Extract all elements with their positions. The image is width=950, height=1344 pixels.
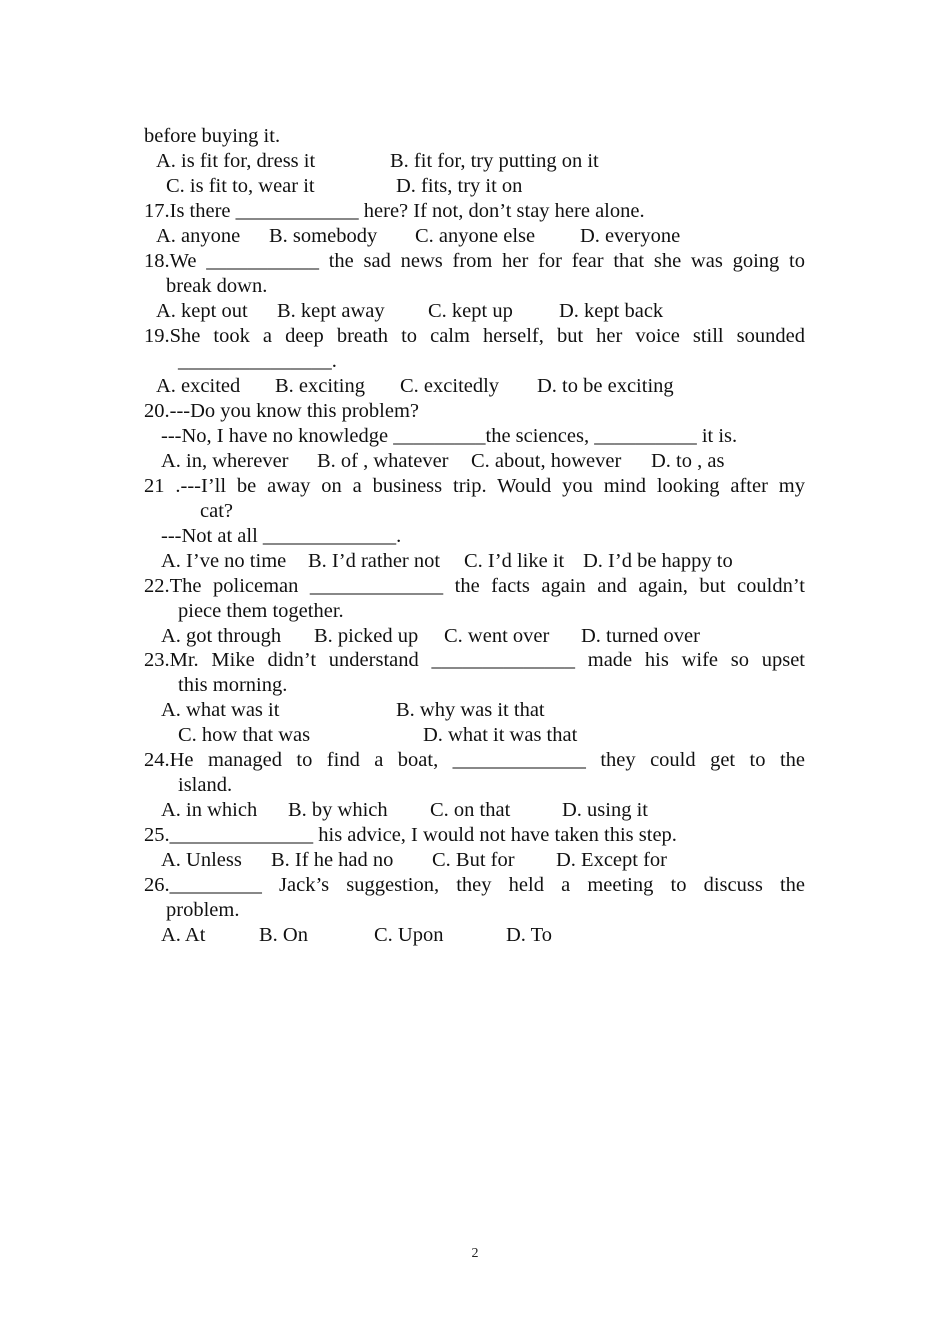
text-line: cat? [200,500,233,522]
question-20: 20.---Do you know this problem? [144,400,419,422]
option: A. Unless [161,849,242,871]
option: D. using it [562,799,648,821]
text-line: _______________. [178,350,337,372]
option: B. kept away [277,300,385,322]
option: B. On [259,924,308,946]
option: B. I’d rather not [308,550,441,572]
option: B. exciting [275,375,365,397]
option: C. kept up [428,300,513,322]
option: A. in which [161,799,258,821]
text-line: break down. [166,275,268,297]
option: C. how that was [178,724,311,746]
option: D. everyone [580,225,681,247]
option: D. I’d be happy to [583,550,733,572]
question-24: 24.He managed to find a boat, _____________ they could get to the [144,749,805,771]
question-25: 25.______________ his advice, I would not have taken this step. [144,824,677,846]
question-21: 21 .---I’ll be away on a business trip. Would you mind looking after my [144,475,805,497]
option: C. But for [432,849,515,871]
option: B. If he had no [271,849,394,871]
page-number: 2 [471,1246,479,1261]
question-26: 26._________ Jack’s suggestion, they held a meeting to discuss the [144,874,805,896]
text-line: problem. [166,899,240,921]
text-line: piece them together. [178,600,344,622]
text-line: ---No, I have no knowledge _________the sciences, __________ it is. [161,425,738,447]
question-17: 17.Is there ____________ here? If not, don’t stay here alone. [144,200,645,222]
text-line: ---Not at all _____________. [161,525,402,547]
text-line: island. [178,774,233,796]
option: B. somebody [269,225,378,247]
question-23: 23.Mr. Mike didn’t understand ______________ made his wife so upset [144,649,805,671]
option: C. about, however [471,450,622,472]
option: C. Upon [374,924,444,946]
question-19: 19.She took a deep breath to calm herself, but her voice still sounded [144,325,805,347]
option: D. turned over [581,625,700,647]
option: B. why was it that [396,699,545,721]
option: A. what was it [161,699,280,721]
option: C. is fit to, wear it [166,175,315,197]
option: C. excitedly [400,375,500,397]
option: D. to be exciting [537,375,674,397]
option: D. Except for [556,849,667,871]
option: C. anyone else [415,225,536,247]
option: B. fit for, try putting on it [390,150,599,172]
option: B. of , whatever [317,450,449,472]
text-line: before buying it. [144,125,281,147]
option: C. on that [430,799,511,821]
option: D. To [506,924,553,946]
option: D. fits, try it on [396,175,523,197]
option: A. excited [156,375,241,397]
text-line: this morning. [178,674,288,696]
option: A. anyone [156,225,241,247]
option: A. I’ve no time [161,550,287,572]
question-18: 18.We ___________ the sad news from her for fear that she was going to [144,250,805,272]
option: A. is fit for, dress it [156,150,316,172]
option: D. kept back [559,300,664,322]
option: B. picked up [314,625,419,647]
option: D. what it was that [423,724,578,746]
option: C. I’d like it [464,550,565,572]
option: D. to , as [651,450,725,472]
question-22: 22.The policeman _____________ the facts again and again, but couldn’t [144,575,805,597]
option: A. in, wherever [161,450,289,472]
option: B. by which [288,799,388,821]
option: A. kept out [156,300,248,322]
option: A. At [161,924,206,946]
option: C. went over [444,625,550,647]
option: A. got through [161,625,282,647]
